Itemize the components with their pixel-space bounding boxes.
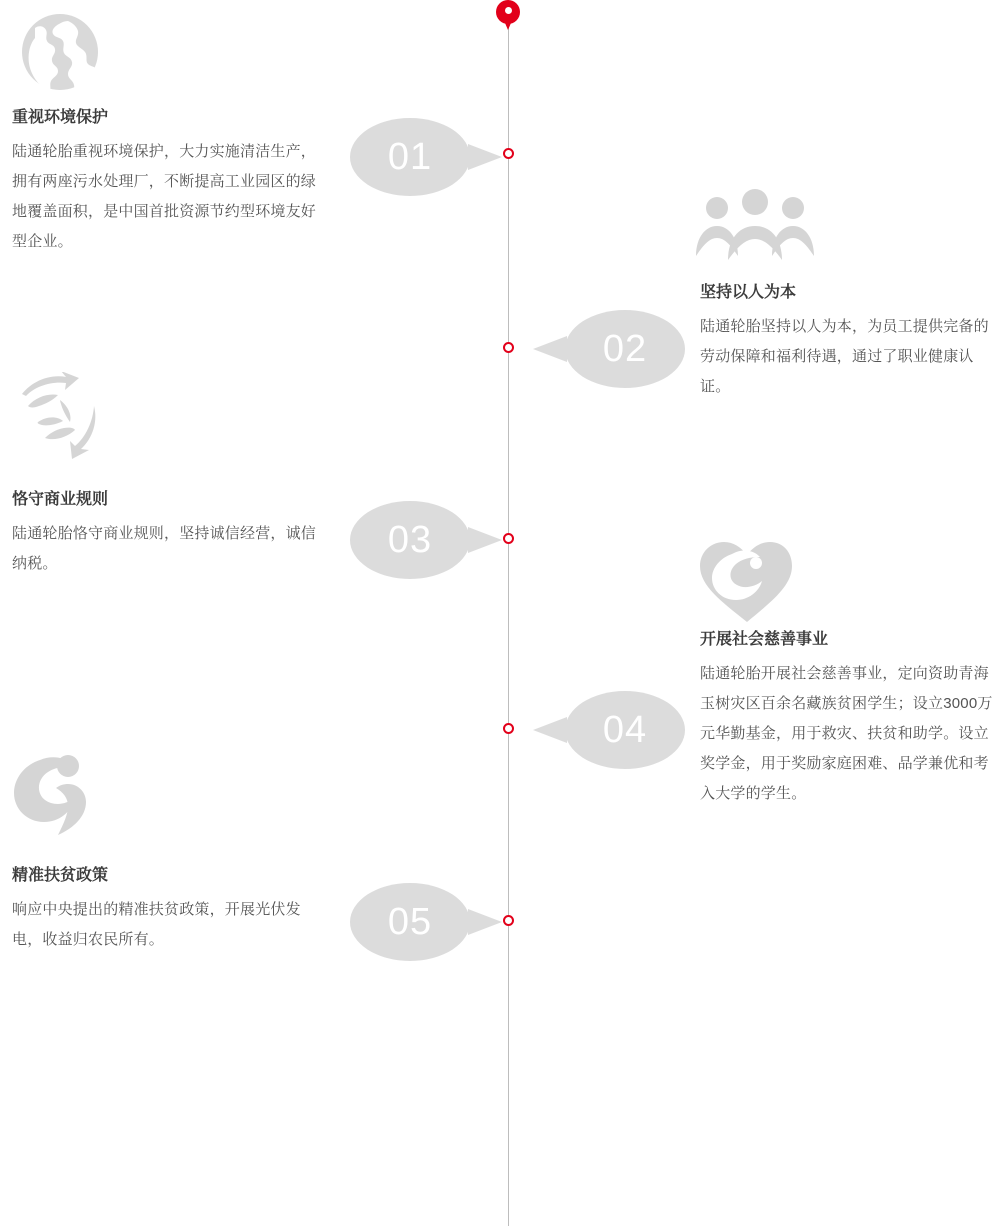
globe-arrows-icon [8, 372, 118, 462]
bubble-number: 03 [387, 518, 433, 561]
people-group-icon [692, 188, 802, 278]
timeline-node-dot-5 [503, 915, 514, 926]
timeline-bubble-2[interactable] [565, 310, 685, 388]
item-desc: 陆通轮胎开展社会慈善事业，定向资助青海玉树灾区百余名藏族贫困学生；设立3000万元华勤基金，用于救灾、扶贫和助学。设立奖学金，用于奖励家庭困难、品学兼优和考入大学的学生。 [700, 665, 993, 802]
item-title: 恪守商业规则 [12, 491, 109, 508]
hands-care-icon [8, 748, 118, 838]
item-title: 重视环境保护 [12, 109, 109, 126]
bubble-beak-icon [533, 717, 567, 743]
timeline-item-1 [12, 108, 317, 257]
timeline-bubble-4[interactable] [565, 691, 685, 769]
heart-person-icon [692, 534, 802, 624]
timeline-item-3 [12, 490, 317, 579]
timeline-item-2 [700, 283, 1000, 402]
bubble-number: 04 [602, 708, 648, 751]
bubble-number: 02 [602, 327, 648, 370]
bubble-beak-icon [468, 909, 502, 935]
timeline-item-5 [12, 866, 317, 955]
item-desc: 陆通轮胎坚持以人为本，为员工提供完备的劳动保障和福利待遇，通过了职业健康认证。 [700, 318, 989, 395]
map-pin-icon [496, 0, 520, 34]
timeline-node-dot-1 [503, 148, 514, 159]
item-desc: 陆通轮胎重视环境保护，大力实施清洁生产，拥有两座污水处理厂，不断提高工业园区的绿地覆盖面积，是中国首批资源节约型环境友好型企业。 [12, 143, 317, 250]
bubble-beak-icon [533, 336, 567, 362]
bubble-number: 01 [387, 135, 433, 178]
bubble-number: 05 [387, 900, 433, 943]
timeline-bubble-5[interactable] [350, 883, 470, 961]
item-title: 开展社会慈善事业 [700, 631, 829, 648]
item-title: 精准扶贫政策 [12, 867, 109, 884]
timeline-node-dot-2 [503, 342, 514, 353]
timeline-axis [508, 0, 509, 1226]
item-desc: 陆通轮胎恪守商业规则，坚持诚信经营，诚信纳税。 [12, 525, 317, 572]
bubble-beak-icon [468, 144, 502, 170]
bubble-beak-icon [468, 527, 502, 553]
timeline-bubble-1[interactable] [350, 118, 470, 196]
item-title: 坚持以人为本 [700, 284, 797, 301]
globe-icon [8, 8, 118, 98]
timeline-node-dot-3 [503, 533, 514, 544]
item-desc: 响应中央提出的精准扶贫政策，开展光伏发电，收益归农民所有。 [12, 901, 301, 948]
timeline-node-dot-4 [503, 723, 514, 734]
timeline-item-4 [700, 630, 1000, 809]
timeline-bubble-3[interactable] [350, 501, 470, 579]
